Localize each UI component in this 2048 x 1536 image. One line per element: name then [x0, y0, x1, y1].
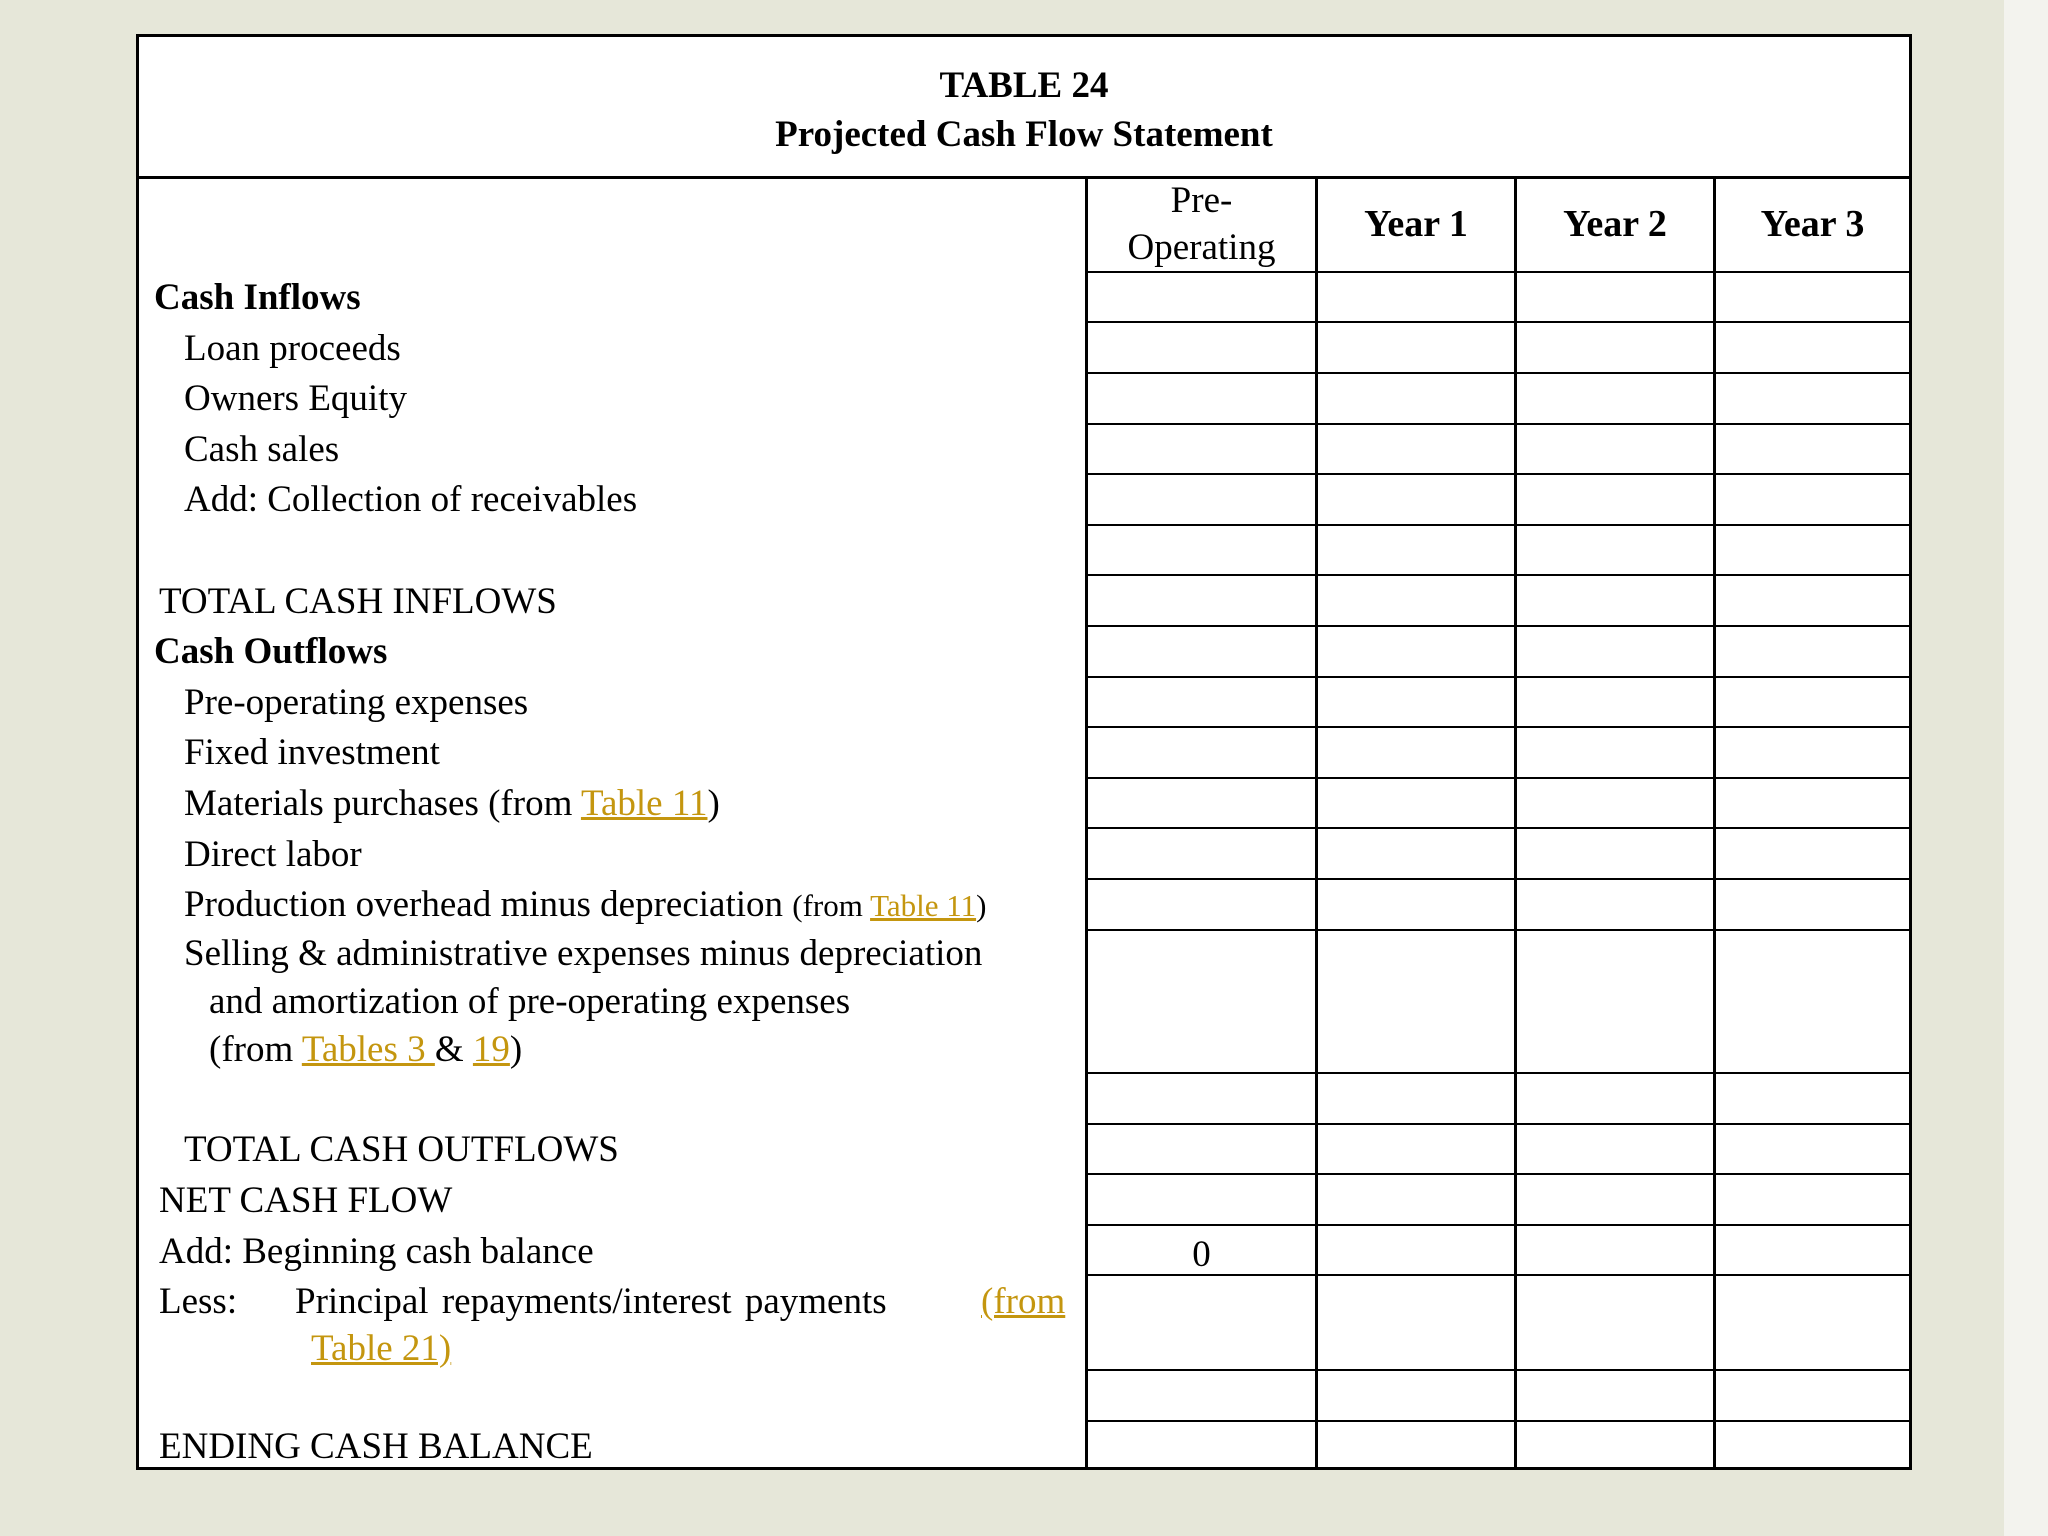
grid-hline — [1085, 1072, 1909, 1074]
background-edge — [2004, 0, 2048, 1536]
row-less-label: Less: — [159, 1281, 238, 1322]
grid-hline — [1085, 574, 1909, 576]
grid-hline — [1085, 827, 1909, 829]
materials-paren: ) — [707, 783, 720, 824]
table-11-link[interactable]: Table 11 — [580, 783, 708, 824]
col-header-year-2: Year 2 — [1563, 203, 1667, 245]
row-direct-labor: Direct labor — [184, 834, 362, 875]
row-selling-admin-line1: Selling & administrative expenses minus depreciation — [184, 933, 983, 974]
grid-hline — [1085, 372, 1909, 374]
grid-hline — [1085, 929, 1909, 931]
col-header-pre-line1: Pre- — [1170, 180, 1233, 221]
grid-hline — [1085, 1420, 1909, 1422]
grid-hline — [1085, 676, 1909, 678]
row-collection-receivables: Add: Collection of receivables — [184, 479, 638, 520]
col-header-year-1: Year 1 — [1364, 203, 1468, 245]
grid-hline — [1085, 878, 1909, 880]
row-materials-purchases — [184, 780, 720, 828]
sga-paren: ) — [509, 1029, 523, 1070]
col-header-pre-operating — [1088, 177, 1315, 271]
grid-hline — [1085, 1173, 1909, 1175]
row-loan-proceeds: Loan proceeds — [184, 328, 401, 369]
grid-hline — [1085, 423, 1909, 425]
row-production-overhead — [184, 881, 986, 930]
row-selling-admin-line3 — [209, 1026, 522, 1074]
grid-hline — [1085, 625, 1909, 627]
grid-hline — [1085, 726, 1909, 728]
section-cash-outflows: Cash Outflows — [154, 631, 388, 672]
row-net-cash-flow: NET CASH FLOW — [159, 1180, 453, 1221]
row-total-cash-outflows: TOTAL CASH OUTFLOWS — [184, 1129, 619, 1170]
row-principal-repayments: Principal repayments/interest payments — [295, 1281, 887, 1322]
row-selling-admin-line2: and amortization of pre-operating expenses — [209, 981, 851, 1022]
from-table-21-link-part1[interactable]: (from — [981, 1281, 1066, 1322]
tables-3-link[interactable]: Tables 3 — [301, 1029, 435, 1070]
table-number: TABLE 24 — [939, 65, 1109, 106]
col-header-pre-line2: Operating — [1127, 227, 1276, 268]
from-table-21-link-part2[interactable]: Table 21) — [311, 1328, 452, 1369]
overhead-label: Production overhead minus depreciation — [184, 884, 793, 925]
sga-amp: & — [434, 1029, 473, 1070]
grid-hline — [1085, 271, 1909, 273]
overhead-from: (from — [792, 888, 871, 923]
grid-hline — [1085, 1224, 1909, 1226]
row-preoperating-expenses: Pre-operating expenses — [184, 682, 529, 723]
beginning-balance-preop-value: 0 — [1192, 1234, 1211, 1275]
row-owners-equity: Owners Equity — [184, 378, 407, 419]
table-title: Projected Cash Flow Statement — [775, 114, 1273, 155]
overhead-paren: ) — [976, 888, 987, 923]
grid-hline — [1085, 524, 1909, 526]
row-cash-sales: Cash sales — [184, 429, 340, 470]
row-ending-cash-balance: ENDING CASH BALANCE — [159, 1426, 593, 1467]
grid-hline — [1085, 1123, 1909, 1125]
table-11-link[interactable]: Table 11 — [870, 888, 977, 923]
cash-flow-table — [136, 34, 1912, 1470]
row-fixed-investment: Fixed investment — [184, 732, 440, 773]
materials-label: Materials purchases (from — [184, 783, 581, 824]
col-header-year-3: Year 3 — [1760, 203, 1865, 245]
row-total-cash-inflows: TOTAL CASH INFLOWS — [159, 581, 557, 622]
grid-hline — [1085, 321, 1909, 323]
table-19-link[interactable]: 19 — [472, 1029, 510, 1070]
section-cash-inflows: Cash Inflows — [154, 277, 361, 318]
table-title-box — [139, 37, 1909, 179]
sga-from: (from — [209, 1029, 302, 1070]
grid-hline — [1085, 1369, 1909, 1371]
grid-hline — [1085, 473, 1909, 475]
grid-hline — [1085, 777, 1909, 779]
row-beginning-cash-balance: Add: Beginning cash balance — [159, 1231, 594, 1272]
